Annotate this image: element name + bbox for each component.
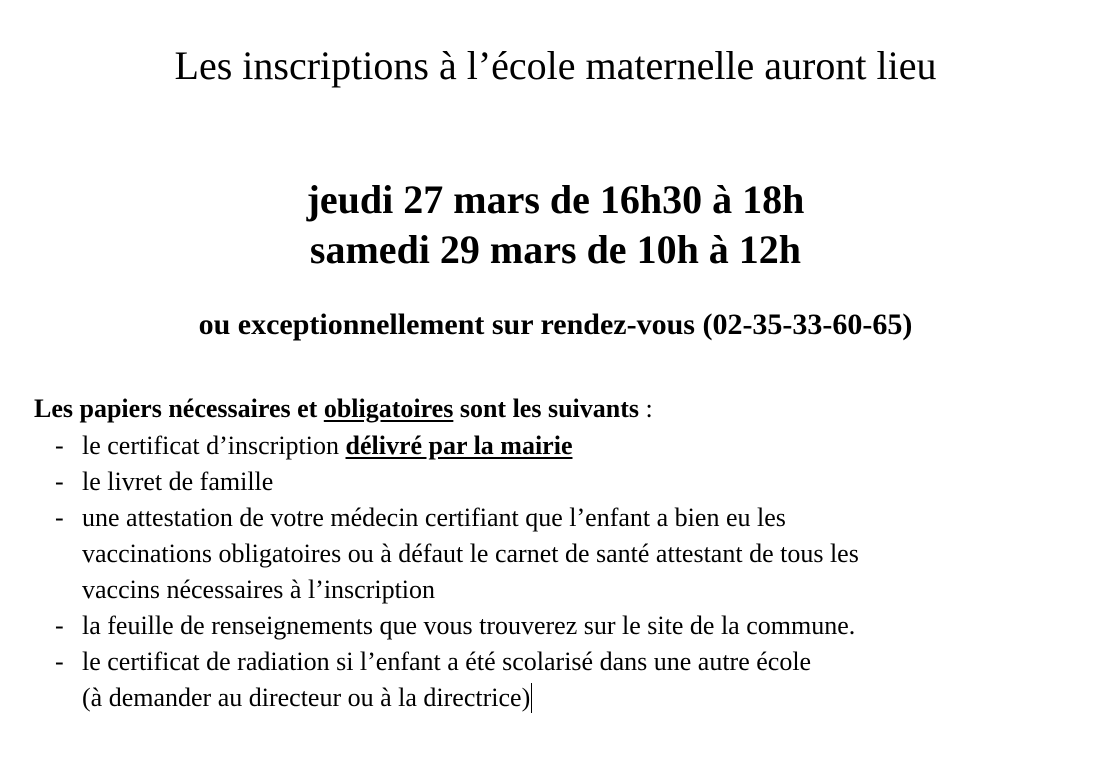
- list-item-line: une attestation de votre médecin certifiant que l’enfant a bien eu les: [82, 503, 786, 532]
- list-item-text: la feuille de renseignements que vous trouverez sur le site de la commune.: [82, 611, 856, 640]
- list-bullet: -: [55, 431, 64, 460]
- list-bullet: -: [55, 503, 64, 532]
- list-item: [55, 608, 1085, 644]
- list-item-text: le livret de famille: [82, 467, 274, 496]
- list-bullet: -: [55, 467, 64, 496]
- list-item-line: le certificat de radiation si l’enfant a été scolarisé dans une autre école: [82, 647, 812, 676]
- list-item-line-with-caret: [82, 680, 1085, 716]
- papers-heading-text-2: sont les suivants: [453, 394, 639, 423]
- appointment-line: ou exceptionnellement sur rendez-vous (02-35-33-60-65): [198, 308, 913, 341]
- date-line-thursday: jeudi 27 mars de 16h30 à 18h: [306, 177, 805, 222]
- list-item-emphasis: délivré par la mairie: [345, 431, 573, 460]
- list-item: [55, 500, 1085, 608]
- list-item: [55, 464, 1085, 500]
- document-title: Les inscriptions à l’école maternelle auront lieu: [174, 43, 937, 88]
- list-item: [55, 428, 1085, 464]
- list-bullet: -: [55, 647, 64, 676]
- papers-heading-obligatoires: obligatoires: [323, 394, 454, 423]
- list-item-line: vaccinations obligatoires ou à défaut le carnet de santé attestant de tous les: [82, 539, 859, 568]
- list-item-text: le certificat d’inscription: [82, 431, 346, 460]
- papers-heading: [34, 392, 653, 426]
- list-item-line: vaccins nécessaires à l’inscription: [82, 575, 436, 604]
- papers-heading-colon: :: [639, 394, 653, 423]
- list-bullet: -: [55, 611, 64, 640]
- list-item-line: (à demander au directeur ou à la directrice): [82, 683, 531, 712]
- papers-heading-text-1: Les papiers nécessaires et: [34, 394, 324, 423]
- dates-block: [0, 175, 1111, 275]
- required-papers-list: [55, 428, 1085, 716]
- list-item: [55, 644, 1085, 716]
- date-line-saturday: samedi 29 mars de 10h à 12h: [309, 227, 802, 272]
- text-cursor[interactable]: [531, 683, 532, 713]
